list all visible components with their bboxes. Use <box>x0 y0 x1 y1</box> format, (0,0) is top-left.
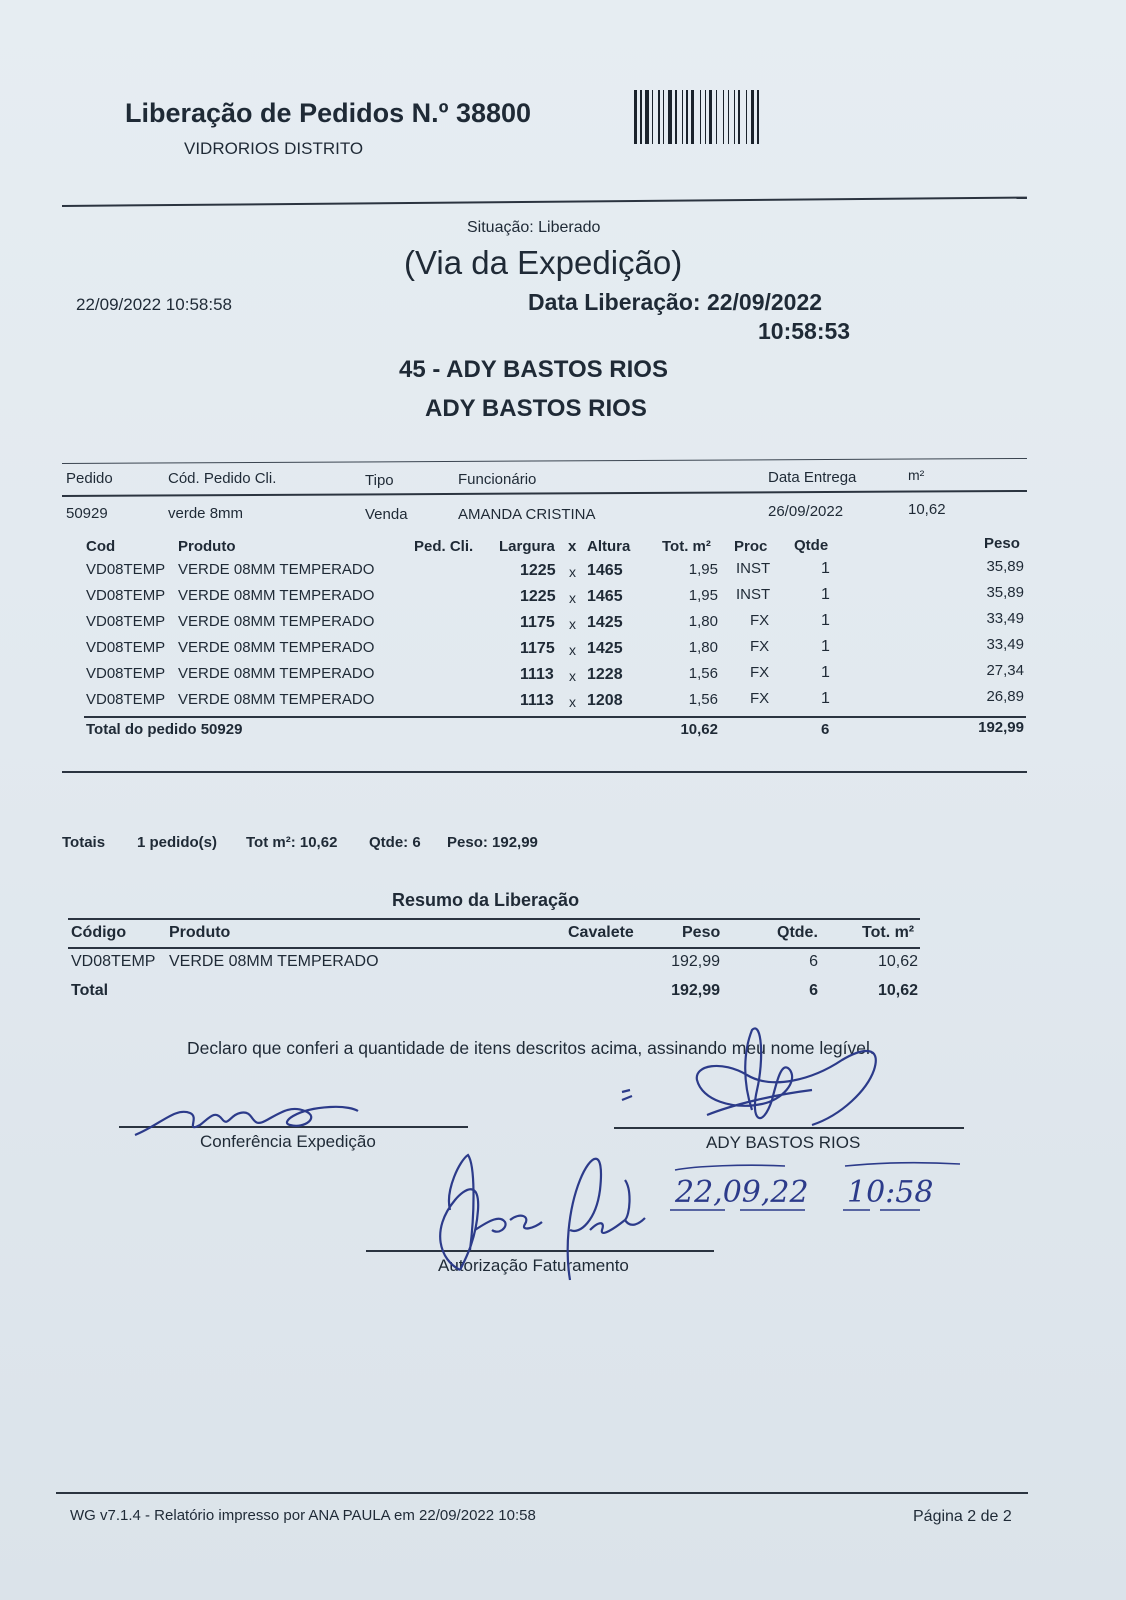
resumo-total-label: Total <box>71 982 109 999</box>
item-qtde: 1 <box>821 560 830 577</box>
cliente-handwritten-signature <box>612 1020 912 1140</box>
item-produto: VERDE 08MM TEMPERADO <box>178 639 375 656</box>
item-x: x <box>569 564 576 580</box>
item-largura: 1175 <box>520 614 555 631</box>
item-x: x <box>569 642 576 658</box>
pedido-funcionario: AMANDA CRISTINA <box>458 506 596 523</box>
order-header-top-line <box>62 458 1027 464</box>
item-tot-m2: 1,56 <box>688 691 718 708</box>
item-tot-m2: 1,56 <box>688 665 718 682</box>
item-proc: FX <box>750 638 770 655</box>
item-altura: 1208 <box>587 692 623 709</box>
item-cod: VD08TEMP <box>86 613 166 630</box>
resumo-col-tot-m2: Tot. m² <box>862 924 915 941</box>
item-qtde: 1 <box>821 690 830 707</box>
situacao-status: Situação: Liberado <box>467 219 601 236</box>
item-peso: 26,89 <box>986 688 1024 705</box>
resumo-total-tot-m2: 10,62 <box>877 982 918 999</box>
order-section-divider <box>62 771 1027 773</box>
data-liberacao-time: 10:58:53 <box>758 318 851 344</box>
item-qtde: 1 <box>821 612 830 629</box>
pedido-cod-cli: verde 8mm <box>168 505 244 522</box>
document-title: Liberação de Pedidos N.º 38800 <box>125 98 532 128</box>
item-largura: 1175 <box>520 640 555 657</box>
resumo-row-peso: 192,99 <box>671 953 720 970</box>
item-qtde: 1 <box>821 586 830 603</box>
item-tot-m2: 1,80 <box>688 613 718 630</box>
declaration-text: Declaro que conferi a quantidade de itens descritos acima, assinando meu nome legível. <box>187 1038 875 1058</box>
item-proc: FX <box>750 664 770 681</box>
pedido-tipo: Venda <box>365 506 408 523</box>
item-peso: 35,89 <box>986 584 1024 601</box>
resumo-col-qtde: Qtde. <box>777 924 818 941</box>
resumo-header-line <box>68 947 920 949</box>
item-peso: 33,49 <box>986 610 1024 627</box>
item-cod: VD08TEMP <box>86 691 166 708</box>
footer-divider <box>56 1492 1028 1494</box>
via-label: (Via da Expedição) <box>404 244 683 281</box>
pedido-total-qtde: 6 <box>821 721 830 738</box>
items-col-proc: Proc <box>734 538 768 555</box>
totais-peso: Peso: 192,99 <box>447 834 538 851</box>
item-produto: VERDE 08MM TEMPERADO <box>178 665 375 682</box>
item-altura: 1228 <box>587 666 623 683</box>
pedido-m2: 10,62 <box>908 501 946 518</box>
totais-tot-m2: Tot m²: 10,62 <box>246 834 338 851</box>
item-altura: 1465 <box>587 588 623 605</box>
item-produto: VERDE 08MM TEMPERADO <box>178 691 375 708</box>
item-proc: INST <box>736 586 771 603</box>
resumo-row-qtde: 6 <box>809 953 818 970</box>
company-name: VIDRORIOS DISTRITO <box>184 139 364 158</box>
client-name: ADY BASTOS RIOS <box>425 395 647 422</box>
conferencia-label: Conferência Expedição <box>200 1132 376 1151</box>
col-funcionario: Funcionário <box>458 471 537 488</box>
col-m2: m² <box>908 467 925 483</box>
item-x: x <box>569 616 576 632</box>
data-liberacao: Data Liberação: 22/09/2022 <box>528 289 823 315</box>
items-total-line <box>84 716 1026 718</box>
item-largura: 1225 <box>520 588 556 605</box>
resumo-col-peso: Peso <box>682 924 721 941</box>
item-tot-m2: 1,80 <box>688 639 718 656</box>
handwritten-date-time <box>665 1160 965 1220</box>
item-produto: VERDE 08MM TEMPERADO <box>178 613 375 630</box>
pedido-total-label: Total do pedido 50929 <box>86 721 243 738</box>
totais-pedidos: 1 pedido(s) <box>137 834 218 851</box>
item-proc: FX <box>750 612 770 629</box>
item-largura: 1113 <box>520 692 554 709</box>
item-qtde: 1 <box>821 638 830 655</box>
header-divider <box>62 197 1027 207</box>
items-col-altura: Altura <box>587 538 631 555</box>
pedido-data-entrega: 26/09/2022 <box>768 503 844 520</box>
items-col-tot-m2: Tot. m² <box>662 538 711 555</box>
handwritten-date: 22,09,22 <box>675 1175 809 1210</box>
barcode-icon <box>632 90 804 146</box>
resumo-row-tot-m2: 10,62 <box>877 953 918 970</box>
items-col-ped-cli: Ped. Cli. <box>414 538 474 555</box>
pedido-total-peso: 192,99 <box>978 719 1024 736</box>
item-tot-m2: 1,95 <box>688 561 718 578</box>
resumo-total-qtde: 6 <box>809 982 818 999</box>
footer-printed-by: WG v7.1.4 - Relatório impresso por ANA PAULA em 22/09/2022 10:58 <box>70 1507 536 1524</box>
col-pedido: Pedido <box>66 470 113 487</box>
item-x: x <box>569 668 576 684</box>
autorizacao-label: Autorização Faturamento <box>438 1256 629 1275</box>
pedido-numero: 50929 <box>66 505 108 522</box>
item-cod: VD08TEMP <box>86 587 166 604</box>
pedido-total-m2: 10,62 <box>680 721 718 738</box>
print-datetime: 22/09/2022 10:58:58 <box>76 295 232 314</box>
item-peso: 33,49 <box>986 636 1024 653</box>
col-data-entrega: Data Entrega <box>768 469 857 486</box>
item-largura: 1113 <box>520 666 554 683</box>
items-col-x: x <box>568 538 577 555</box>
client-code-name: 45 - ADY BASTOS RIOS <box>399 356 668 383</box>
resumo-row-codigo: VD08TEMP <box>71 953 156 970</box>
totais-label: Totais <box>62 834 106 851</box>
item-cod: VD08TEMP <box>86 561 166 578</box>
resumo-title: Resumo da Liberação <box>392 890 580 910</box>
item-largura: 1225 <box>520 562 556 579</box>
col-cod-pedido-cli: Cód. Pedido Cli. <box>168 470 277 487</box>
resumo-col-produto: Produto <box>169 924 231 941</box>
totais-qtde: Qtde: 6 <box>369 834 421 851</box>
items-col-qtde: Qtde <box>794 537 829 554</box>
items-col-largura: Largura <box>499 538 555 555</box>
item-cod: VD08TEMP <box>86 665 166 682</box>
handwritten-time: 10:58 <box>847 1175 934 1210</box>
item-qtde: 1 <box>821 664 830 681</box>
footer-page-number: Página 2 de 2 <box>913 1508 1012 1525</box>
item-altura: 1465 <box>587 562 623 579</box>
cliente-signature-label: ADY BASTOS RIOS <box>706 1133 861 1152</box>
resumo-top-line <box>68 918 920 920</box>
autorizacao-handwritten-signature <box>420 1150 650 1290</box>
items-col-produto: Produto <box>178 538 236 555</box>
item-x: x <box>569 694 576 710</box>
item-x: x <box>569 590 576 606</box>
item-proc: FX <box>750 690 770 707</box>
conferencia-handwritten-signature <box>130 1095 360 1145</box>
items-col-peso: Peso <box>984 535 1020 552</box>
item-proc: INST <box>736 560 771 577</box>
resumo-total-peso: 192,99 <box>671 982 720 999</box>
item-produto: VERDE 08MM TEMPERADO <box>178 561 375 578</box>
col-tipo: Tipo <box>365 472 394 489</box>
item-tot-m2: 1,95 <box>688 587 718 604</box>
item-altura: 1425 <box>587 614 623 631</box>
item-peso: 35,89 <box>986 558 1024 575</box>
items-col-cod: Cod <box>86 538 116 555</box>
resumo-row-produto: VERDE 08MM TEMPERADO <box>169 953 379 970</box>
item-peso: 27,34 <box>986 662 1024 679</box>
item-cod: VD08TEMP <box>86 639 166 656</box>
item-produto: VERDE 08MM TEMPERADO <box>178 587 375 604</box>
resumo-col-codigo: Código <box>71 924 127 941</box>
item-altura: 1425 <box>587 640 623 657</box>
order-header-bottom-line <box>62 490 1027 497</box>
resumo-col-cavalete: Cavalete <box>568 924 634 941</box>
